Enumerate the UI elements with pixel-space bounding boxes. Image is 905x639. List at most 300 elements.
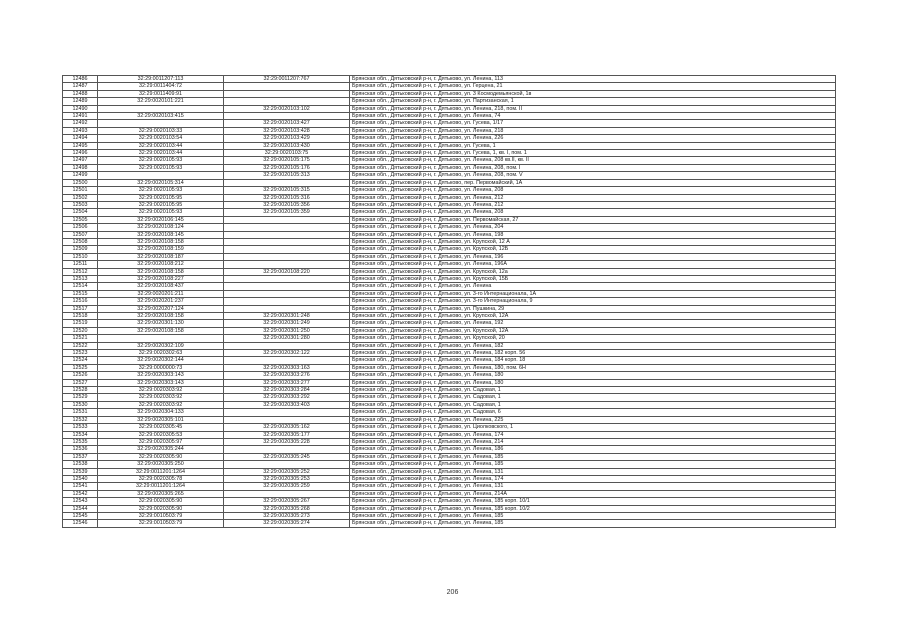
table-row	[63, 283, 836, 290]
address-cell: Брянская обл., Дятьковский р-н, г. Дятьково, ул. Ленина, 182 корп. 56	[350, 350, 836, 357]
address-cell: Брянская обл., Дятьковский р-н, г. Дятьково, ул. Ленина, 208, пом. I	[350, 164, 836, 171]
row-number-cell: 12512	[63, 268, 98, 275]
address-cell: Брянская обл., Дятьковский р-н, г. Дятьково, ул. Ленина, 185	[350, 512, 836, 519]
address-cell: Брянская обл., Дятьковский р-н, г. Дятьково, ул. Ленина, 225	[350, 416, 836, 423]
row-number-cell: 12521	[63, 335, 98, 342]
building-cadastral-number-cell	[224, 342, 350, 349]
address-cell: Брянская обл., Дятьковский р-н, г. Дятьково, ул. Ленина, 174	[350, 475, 836, 482]
building-cadastral-number-cell: 32:29:0020305:245	[224, 453, 350, 460]
row-number-cell: 12545	[63, 512, 98, 519]
land-cadastral-number-cell: 32:29:0020305:45	[98, 424, 224, 431]
land-cadastral-number-cell: 32:29:0020302:144	[98, 357, 224, 364]
land-cadastral-number-cell: 32:29:0020301:130	[98, 320, 224, 327]
land-cadastral-number-cell: 32:29:0020108:158	[98, 313, 224, 320]
row-number-cell: 12517	[63, 305, 98, 312]
building-cadastral-number-cell	[224, 290, 350, 297]
land-cadastral-number-cell: 32:29:0020103:54	[98, 135, 224, 142]
table-row	[63, 142, 836, 149]
land-cadastral-number-cell: 32:29:0020105:314	[98, 179, 224, 186]
building-cadastral-number-cell: 32:29:0020305:268	[224, 505, 350, 512]
row-number-cell: 12536	[63, 446, 98, 453]
row-number-cell: 12534	[63, 431, 98, 438]
table-row	[63, 424, 836, 431]
land-cadastral-number-cell: 32:29:0020304:133	[98, 409, 224, 416]
building-cadastral-number-cell: 32:29:0020301:280	[224, 335, 350, 342]
land-cadastral-number-cell: 32:29:0020305:53	[98, 431, 224, 438]
table-row	[63, 261, 836, 268]
building-cadastral-number-cell	[224, 461, 350, 468]
land-cadastral-number-cell: 32:29:0020103:44	[98, 150, 224, 157]
land-cadastral-number-cell: 32:29:0010503:79	[98, 512, 224, 519]
land-cadastral-number-cell: 32:29:0011207:113	[98, 76, 224, 83]
row-number-cell: 12488	[63, 90, 98, 97]
table-row	[63, 172, 836, 179]
row-number-cell: 12527	[63, 379, 98, 386]
building-cadastral-number-cell	[224, 409, 350, 416]
building-cadastral-number-cell: 32:29:0020105:175	[224, 157, 350, 164]
land-cadastral-number-cell: 32:29:0020108:158	[98, 268, 224, 275]
table-row	[63, 327, 836, 334]
land-cadastral-number-cell: 32:29:0020303:143	[98, 379, 224, 386]
address-cell: Брянская обл., Дятьковский р-н, г. Дятьково, ул. Ленина, 208 кв.II, кв. II	[350, 157, 836, 164]
land-cadastral-number-cell: 32:29:0020108:158	[98, 327, 224, 334]
address-cell: Брянская обл., Дятьковский р-н, г. Дятьково, ул. 3-го Интернационала, 9	[350, 298, 836, 305]
land-cadastral-number-cell: 32:29:0020106:145	[98, 216, 224, 223]
address-cell: Брянская обл., Дятьковский р-н, г. Дятьково, ул. Ленина, 180	[350, 379, 836, 386]
address-cell: Брянская обл., Дятьковский р-н, г. Дятьково, ул. Ленина, 185 корп. 10/2	[350, 505, 836, 512]
address-cell: Брянская обл., Дятьковский р-н, г. Дятьково, ул. Крупской, 12Б	[350, 246, 836, 253]
table-row	[63, 164, 836, 171]
address-cell: Брянская обл., Дятьковский р-н, г. Дятьково, ул. Гусева, 1	[350, 142, 836, 149]
land-cadastral-number-cell: 32:29:0020305:90	[98, 505, 224, 512]
address-cell: Брянская обл., Дятьковский р-н, г. Дятьково, ул. 3-го Интернационала, 1А	[350, 290, 836, 297]
table-row	[63, 105, 836, 112]
table-row	[63, 475, 836, 482]
row-number-cell: 12525	[63, 364, 98, 371]
table-row	[63, 416, 836, 423]
row-number-cell: 12537	[63, 453, 98, 460]
address-cell: Брянская обл., Дятьковский р-н, г. Дятьково, ул. Ленина, 113	[350, 76, 836, 83]
building-cadastral-number-cell	[224, 246, 350, 253]
building-cadastral-number-cell: 32:29:0020305:228	[224, 438, 350, 445]
land-cadastral-number-cell	[98, 335, 224, 342]
address-cell: Брянская обл., Дятьковский р-н, г. Дятьково, ул. Гусева, 1, кв. I, пом. 1	[350, 150, 836, 157]
row-number-cell: 12487	[63, 83, 98, 90]
table-row	[63, 98, 836, 105]
address-cell: Брянская обл., Дятьковский р-н, г. Дятьково, ул. Ленина, 214А	[350, 490, 836, 497]
building-cadastral-number-cell: 32:29:0020303:284	[224, 387, 350, 394]
table-row	[63, 453, 836, 460]
row-number-cell: 12494	[63, 135, 98, 142]
building-cadastral-number-cell: 32:29:0020103:430	[224, 142, 350, 149]
row-number-cell: 12543	[63, 498, 98, 505]
address-cell: Брянская обл., Дятьковский р-н, г. Дятьково, ул. Ленина, 131	[350, 468, 836, 475]
table-row	[63, 431, 836, 438]
table-row	[63, 150, 836, 157]
building-cadastral-number-cell: 32:29:0020103:427	[224, 120, 350, 127]
table-row	[63, 364, 836, 371]
land-cadastral-number-cell: 32:29:0020101:221	[98, 98, 224, 105]
land-cadastral-number-cell: 32:29:0020302:63	[98, 350, 224, 357]
address-cell: Брянская обл., Дятьковский р-н, г. Дятьково, ул. Ленина, 212	[350, 194, 836, 201]
building-cadastral-number-cell: 32:29:0020305:252	[224, 468, 350, 475]
row-number-cell: 12522	[63, 342, 98, 349]
row-number-cell: 12533	[63, 424, 98, 431]
land-cadastral-number-cell: 32:29:0020103:44	[98, 142, 224, 149]
registry-sheet	[62, 75, 835, 528]
address-cell: Брянская обл., Дятьковский р-н, г. Дятьково, ул. Циолковского, 1	[350, 424, 836, 431]
row-number-cell: 12529	[63, 394, 98, 401]
address-cell: Брянская обл., Дятьковский р-н, г. Дятьково, ул. Ленина, 218	[350, 127, 836, 134]
land-cadastral-number-cell: 32:29:0020105:93	[98, 157, 224, 164]
page-number: 206	[446, 589, 459, 596]
table-row	[63, 446, 836, 453]
row-number-cell: 12506	[63, 224, 98, 231]
row-number-cell: 12535	[63, 438, 98, 445]
address-cell: Брянская обл., Дятьковский р-н, г. Дятьково, ул. Садовая, 1	[350, 394, 836, 401]
table-row	[63, 224, 836, 231]
address-cell: Брянская обл., Дятьковский р-н, г. Дятьково, ул. Ленина, 196А	[350, 261, 836, 268]
building-cadastral-number-cell	[224, 275, 350, 282]
land-cadastral-number-cell: 32:29:0020305:97	[98, 438, 224, 445]
land-cadastral-number-cell: 32:29:0020305:250	[98, 461, 224, 468]
row-number-cell: 12546	[63, 520, 98, 527]
land-cadastral-number-cell: 32:29:0011409:91	[98, 90, 224, 97]
land-cadastral-number-cell: 32:29:0020108:187	[98, 253, 224, 260]
land-cadastral-number-cell: 32:29:0020305:90	[98, 498, 224, 505]
land-cadastral-number-cell: 32:29:0020303:92	[98, 387, 224, 394]
address-cell: Брянская обл., Дятьковский р-н, г. Дятьково, ул. Ленина, 184 корп. 18	[350, 357, 836, 364]
building-cadastral-number-cell: 32:29:0020108:220	[224, 268, 350, 275]
building-cadastral-number-cell	[224, 113, 350, 120]
row-number-cell: 12491	[63, 113, 98, 120]
address-cell: Брянская обл., Дятьковский р-н, г. Дятьково, ул. Первомайская, 27	[350, 216, 836, 223]
building-cadastral-number-cell: 32:29:0020105:315	[224, 187, 350, 194]
row-number-cell: 12489	[63, 98, 98, 105]
row-number-cell: 12514	[63, 283, 98, 290]
building-cadastral-number-cell: 32:29:0020305:274	[224, 520, 350, 527]
address-cell: Брянская обл., Дятьковский р-н, г. Дятьково, ул. Крупской, 12А	[350, 327, 836, 334]
land-cadastral-number-cell: 32:29:0020108:124	[98, 224, 224, 231]
building-cadastral-number-cell	[224, 416, 350, 423]
address-cell: Брянская обл., Дятьковский р-н, г. Дятьково, ул. Ленина, 218, пом. II	[350, 105, 836, 112]
row-number-cell: 12499	[63, 172, 98, 179]
row-number-cell: 12541	[63, 483, 98, 490]
land-cadastral-number-cell: 32:29:0020303:92	[98, 394, 224, 401]
address-cell: Брянская обл., Дятьковский р-н, г. Дятьково, ул. Ленина, 185	[350, 461, 836, 468]
table-row	[63, 209, 836, 216]
building-cadastral-number-cell	[224, 283, 350, 290]
address-cell: Брянская обл., Дятьковский р-н, г. Дятьково, ул. Ленина, 212	[350, 201, 836, 208]
address-cell: Брянская обл., Дятьковский р-н, г. Дятьково, ул. 3 Космодемьянской, 1в	[350, 90, 836, 97]
land-cadastral-number-cell: 32:29:0020305:78	[98, 475, 224, 482]
building-cadastral-number-cell: 32:29:0020305:253	[224, 475, 350, 482]
land-cadastral-number-cell: 32:29:0020105:93	[98, 164, 224, 171]
building-cadastral-number-cell: 32:29:0020103:429	[224, 135, 350, 142]
table-row	[63, 498, 836, 505]
building-cadastral-number-cell	[224, 305, 350, 312]
row-number-cell: 12540	[63, 475, 98, 482]
address-cell: Брянская обл., Дятьковский р-н, г. Дятьково, ул. Крупской, 15Б	[350, 275, 836, 282]
table-row	[63, 179, 836, 186]
building-cadastral-number-cell: 32:29:0020303:403	[224, 401, 350, 408]
land-cadastral-number-cell: 32:29:0011404:72	[98, 83, 224, 90]
row-number-cell: 12528	[63, 387, 98, 394]
row-number-cell: 12510	[63, 253, 98, 260]
row-number-cell: 12520	[63, 327, 98, 334]
row-number-cell: 12519	[63, 320, 98, 327]
row-number-cell: 12530	[63, 401, 98, 408]
table-row	[63, 187, 836, 194]
table-row	[63, 201, 836, 208]
building-cadastral-number-cell: 32:29:0020303:276	[224, 372, 350, 379]
table-row	[63, 505, 836, 512]
row-number-cell: 12511	[63, 261, 98, 268]
building-cadastral-number-cell: 32:29:0020303:292	[224, 394, 350, 401]
table-row	[63, 483, 836, 490]
land-cadastral-number-cell: 32:29:0020103:415	[98, 113, 224, 120]
row-number-cell: 12493	[63, 127, 98, 134]
table-row	[63, 342, 836, 349]
land-cadastral-number-cell: 32:29:0010503:79	[98, 520, 224, 527]
building-cadastral-number-cell: 32:29:0020103:428	[224, 127, 350, 134]
table-row	[63, 320, 836, 327]
building-cadastral-number-cell: 32:29:0020305:162	[224, 424, 350, 431]
address-cell: Брянская обл., Дятьковский р-н, г. Дятьково, ул. Ленина, 131	[350, 483, 836, 490]
building-cadastral-number-cell	[224, 446, 350, 453]
table-row	[63, 246, 836, 253]
address-cell: Брянская обл., Дятьковский р-н, г. Дятьково, ул. Ленина, 214	[350, 438, 836, 445]
table-row	[63, 438, 836, 445]
address-cell: Брянская обл., Дятьковский р-н, г. Дятьково, ул. Ленина, 185	[350, 520, 836, 527]
row-number-cell: 12513	[63, 275, 98, 282]
address-cell: Брянская обл., Дятьковский р-н, г. Дятьково, ул. Садовая, 1	[350, 401, 836, 408]
address-cell: Брянская обл., Дятьковский р-н, г. Дятьково, ул. Партизанская, 1	[350, 98, 836, 105]
address-cell: Брянская обл., Дятьковский р-н, г. Дятьково, ул. Ленина, 192	[350, 320, 836, 327]
row-number-cell: 12505	[63, 216, 98, 223]
table-row	[63, 76, 836, 83]
land-cadastral-number-cell: 32:29:0020305:101	[98, 416, 224, 423]
land-cadastral-number-cell: 32:29:0020207:124	[98, 305, 224, 312]
building-cadastral-number-cell: 32:29:0020103:102	[224, 105, 350, 112]
table-row	[63, 305, 836, 312]
address-cell: Брянская обл., Дятьковский р-н, г. Дятьково, ул. Ленина, 185 корп. 10/1	[350, 498, 836, 505]
table-row	[63, 231, 836, 238]
table-row	[63, 313, 836, 320]
land-cadastral-number-cell: 32:29:0020108:212	[98, 261, 224, 268]
row-number-cell: 12496	[63, 150, 98, 157]
row-number-cell: 12539	[63, 468, 98, 475]
building-cadastral-number-cell	[224, 90, 350, 97]
building-cadastral-number-cell: 32:29:0020301:249	[224, 320, 350, 327]
land-cadastral-number-cell: 32:29:0020201:211	[98, 290, 224, 297]
address-cell: Брянская обл., Дятьковский р-н, г. Дятьково, ул. Ленина, 182	[350, 342, 836, 349]
building-cadastral-number-cell: 32:29:0020302:122	[224, 350, 350, 357]
land-cadastral-number-cell: 32:29:0000000:73	[98, 364, 224, 371]
row-number-cell: 12501	[63, 187, 98, 194]
land-cadastral-number-cell: 32:29:0020305:90	[98, 453, 224, 460]
land-cadastral-number-cell: 32:29:0020302:109	[98, 342, 224, 349]
table-row	[63, 194, 836, 201]
row-number-cell: 12544	[63, 505, 98, 512]
building-cadastral-number-cell	[224, 490, 350, 497]
land-cadastral-number-cell: 32:29:0011201:1264	[98, 468, 224, 475]
building-cadastral-number-cell	[224, 261, 350, 268]
address-cell: Брянская обл., Дятьковский р-н, г. Дятьково, ул. Ленина, 180	[350, 372, 836, 379]
table-row	[63, 268, 836, 275]
row-number-cell: 12500	[63, 179, 98, 186]
row-number-cell: 12515	[63, 290, 98, 297]
building-cadastral-number-cell	[224, 238, 350, 245]
table-row	[63, 394, 836, 401]
building-cadastral-number-cell: 32:29:0020103:75	[224, 150, 350, 157]
address-cell: Брянская обл., Дятьковский р-н, г. Дятьково, ул. Садовая, 1	[350, 387, 836, 394]
land-cadastral-number-cell: 32:29:0020305:244	[98, 446, 224, 453]
table-row	[63, 335, 836, 342]
row-number-cell: 12538	[63, 461, 98, 468]
address-cell: Брянская обл., Дятьковский р-н, г. Дятьково, ул. Ленина, 186	[350, 446, 836, 453]
row-number-cell: 12486	[63, 76, 98, 83]
building-cadastral-number-cell: 32:29:0020105:176	[224, 164, 350, 171]
building-cadastral-number-cell	[224, 231, 350, 238]
building-cadastral-number-cell: 32:29:0020301:248	[224, 313, 350, 320]
table-row	[63, 520, 836, 527]
address-cell: Брянская обл., Дятьковский р-н, г. Дятьково, ул. Гусева, 1/17	[350, 120, 836, 127]
building-cadastral-number-cell	[224, 98, 350, 105]
row-number-cell: 12498	[63, 164, 98, 171]
address-cell: Брянская обл., Дятьковский р-н, г. Дятьково, ул. Ленина, 180, пом. 6Н	[350, 364, 836, 371]
table-row	[63, 298, 836, 305]
row-number-cell: 12497	[63, 157, 98, 164]
table-row	[63, 468, 836, 475]
building-cadastral-number-cell: 32:29:0020305:273	[224, 512, 350, 519]
row-number-cell: 12502	[63, 194, 98, 201]
building-cadastral-number-cell	[224, 83, 350, 90]
address-cell: Брянская обл., Дятьковский р-н, г. Дятьково, пер. Первомайский, 1А	[350, 179, 836, 186]
table-row	[63, 350, 836, 357]
land-cadastral-number-cell	[98, 105, 224, 112]
address-cell: Брянская обл., Дятьковский р-н, г. Дятьково, ул. Пушкина, 29	[350, 305, 836, 312]
land-cadastral-number-cell: 32:29:0020105:93	[98, 187, 224, 194]
row-number-cell: 12531	[63, 409, 98, 416]
address-cell: Брянская обл., Дятьковский р-н, г. Дятьково, ул. Ленина	[350, 283, 836, 290]
address-cell: Брянская обл., Дятьковский р-н, г. Дятьково, ул. Ленина, 185	[350, 453, 836, 460]
table-row	[63, 120, 836, 127]
building-cadastral-number-cell	[224, 357, 350, 364]
address-cell: Брянская обл., Дятьковский р-н, г. Дятьково, ул. Ленина, 226	[350, 135, 836, 142]
land-cadastral-number-cell	[98, 120, 224, 127]
row-number-cell: 12490	[63, 105, 98, 112]
building-cadastral-number-cell: 32:29:0020305:177	[224, 431, 350, 438]
row-number-cell: 12518	[63, 313, 98, 320]
table-row	[63, 157, 836, 164]
address-cell: Брянская обл., Дятьковский р-н, г. Дятьково, ул. Ленина, 196	[350, 253, 836, 260]
land-cadastral-number-cell: 32:29:0020105:95	[98, 201, 224, 208]
row-number-cell: 12492	[63, 120, 98, 127]
table-row	[63, 238, 836, 245]
building-cadastral-number-cell	[224, 179, 350, 186]
land-cadastral-number-cell: 32:29:0020108:158	[98, 238, 224, 245]
building-cadastral-number-cell: 32:29:0020305:267	[224, 498, 350, 505]
address-cell: Брянская обл., Дятьковский р-н, г. Дятьково, ул. Ленина, 204	[350, 224, 836, 231]
building-cadastral-number-cell: 32:29:0020305:259	[224, 483, 350, 490]
land-cadastral-number-cell: 32:29:0020108:145	[98, 231, 224, 238]
table-row	[63, 372, 836, 379]
land-cadastral-number-cell: 32:29:0020108:227	[98, 275, 224, 282]
building-cadastral-number-cell	[224, 224, 350, 231]
row-number-cell: 12508	[63, 238, 98, 245]
table-row	[63, 113, 836, 120]
land-cadastral-number-cell: 32:29:0020303:92	[98, 401, 224, 408]
land-cadastral-number-cell: 32:29:0020108:437	[98, 283, 224, 290]
address-cell: Брянская обл., Дятьковский р-н, г. Дятьково, ул. Ленина, 174	[350, 431, 836, 438]
address-cell: Брянская обл., Дятьковский р-н, г. Дятьково, ул. Крупской, 12А	[350, 313, 836, 320]
land-cadastral-number-cell: 32:29:0020303:143	[98, 372, 224, 379]
table-row	[63, 461, 836, 468]
building-cadastral-number-cell: 32:29:0020105:359	[224, 209, 350, 216]
table-row	[63, 275, 836, 282]
address-cell: Брянская обл., Дятьковский р-н, г. Дятьково, ул. Ленина, 208, пом. V	[350, 172, 836, 179]
building-cadastral-number-cell	[224, 253, 350, 260]
row-number-cell: 12542	[63, 490, 98, 497]
address-cell: Брянская обл., Дятьковский р-н, г. Дятьково, ул. Садовая, 6	[350, 409, 836, 416]
table-row	[63, 90, 836, 97]
table-row	[63, 409, 836, 416]
address-cell: Брянская обл., Дятьковский р-н, г. Дятьково, ул. Ленина, 198	[350, 231, 836, 238]
land-cadastral-number-cell: 32:29:0020105:93	[98, 209, 224, 216]
address-cell: Брянская обл., Дятьковский р-н, г. Дятьково, ул. Ленина, 208	[350, 209, 836, 216]
row-number-cell: 12526	[63, 372, 98, 379]
land-cadastral-number-cell: 32:29:0020105:95	[98, 194, 224, 201]
table-row	[63, 512, 836, 519]
table-row	[63, 83, 836, 90]
address-cell: Брянская обл., Дятьковский р-н, г. Дятьково, ул. Крупской, 20	[350, 335, 836, 342]
address-cell: Брянская обл., Дятьковский р-н, г. Дятьково, ул. Герцена, 21	[350, 83, 836, 90]
table-row	[63, 290, 836, 297]
land-cadastral-number-cell: 32:29:0020108:159	[98, 246, 224, 253]
land-cadastral-number-cell	[98, 172, 224, 179]
row-number-cell: 12495	[63, 142, 98, 149]
address-cell: Брянская обл., Дятьковский р-н, г. Дятьково, ул. Ленина, 208	[350, 187, 836, 194]
building-cadastral-number-cell: 32:29:0020105:356	[224, 201, 350, 208]
row-number-cell: 12532	[63, 416, 98, 423]
row-number-cell: 12524	[63, 357, 98, 364]
building-cadastral-number-cell: 32:29:0020105:316	[224, 194, 350, 201]
table-row	[63, 357, 836, 364]
row-number-cell: 12509	[63, 246, 98, 253]
row-number-cell: 12504	[63, 209, 98, 216]
registry-table-body	[63, 76, 836, 528]
table-row	[63, 127, 836, 134]
land-cadastral-number-cell: 32:29:0020103:33	[98, 127, 224, 134]
address-cell: Брянская обл., Дятьковский р-н, г. Дятьково, ул. Крупской, 12 А	[350, 238, 836, 245]
row-number-cell: 12507	[63, 231, 98, 238]
building-cadastral-number-cell: 32:29:0011207:767	[224, 76, 350, 83]
building-cadastral-number-cell: 32:29:0020105:313	[224, 172, 350, 179]
land-cadastral-number-cell: 32:29:0011201:1264	[98, 483, 224, 490]
table-row	[63, 490, 836, 497]
address-cell: Брянская обл., Дятьковский р-н, г. Дятьково, ул. Ленина, 74	[350, 113, 836, 120]
row-number-cell: 12503	[63, 201, 98, 208]
building-cadastral-number-cell: 32:29:0020301:250	[224, 327, 350, 334]
table-row	[63, 387, 836, 394]
land-cadastral-number-cell: 32:29:0020305:265	[98, 490, 224, 497]
building-cadastral-number-cell	[224, 298, 350, 305]
building-cadastral-number-cell: 32:29:0020303:163	[224, 364, 350, 371]
building-cadastral-number-cell: 32:29:0020303:277	[224, 379, 350, 386]
row-number-cell: 12516	[63, 298, 98, 305]
building-cadastral-number-cell	[224, 216, 350, 223]
